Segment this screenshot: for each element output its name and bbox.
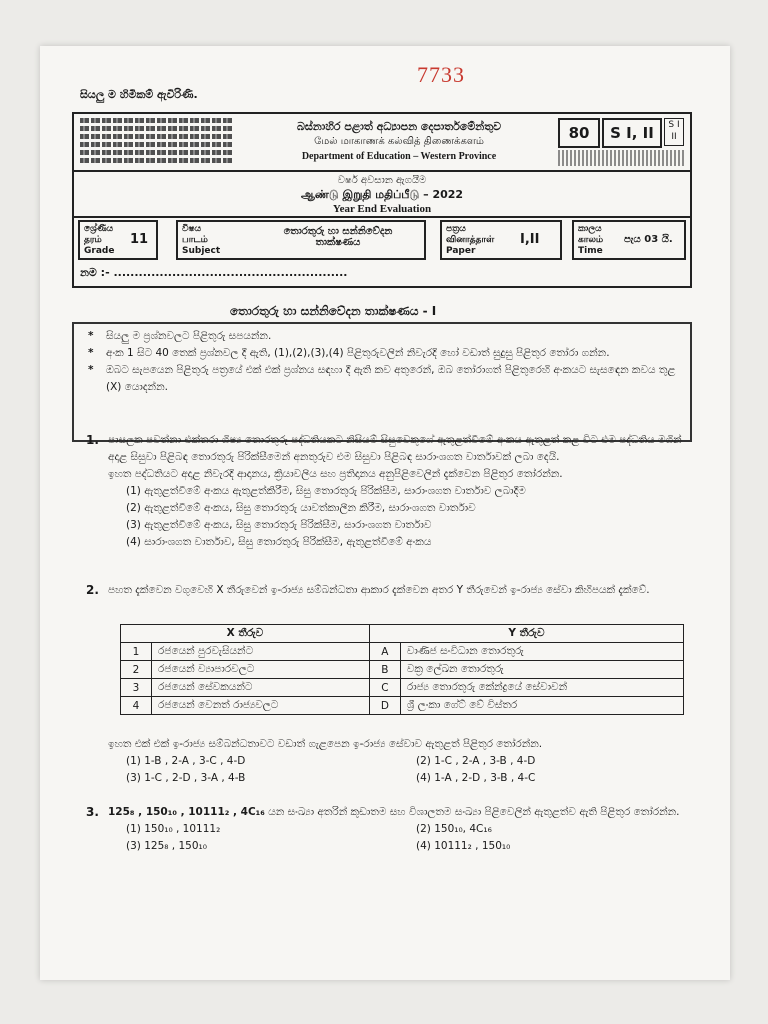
exam-tamil-year: ஆண்டு இறுதி மதிப்பீடு – 2022	[300, 188, 464, 201]
option[interactable]: (4) සාරාංශගත වාර්තාව, සිසු තොරතුරු පිරික්සීම, ඇතුළත්වීමේ අංකය	[126, 536, 432, 548]
grade-value: 11	[130, 232, 149, 247]
instruction-item: * අංක 1 සිට 40 තෙක් ප්‍රශ්නවල දී ඇති, (1),(2),(3),(4) පිළිතුරුවලින් නිවැරදි හෝ වඩාත් සුදුසු පිළිතුර තෝරා ගන්න.	[88, 347, 610, 359]
watermark-strip	[558, 150, 686, 166]
header-top	[74, 114, 690, 172]
option[interactable]: (4) 10111₂ , 150₁₀	[416, 840, 511, 852]
code-main: 80	[558, 118, 600, 148]
option[interactable]: (1) 150₁₀ , 10111₂	[126, 823, 221, 835]
question-2	[86, 582, 688, 599]
exam-english: Year End Evaluation	[332, 203, 432, 215]
paper-label: පත්‍රය வினாத்தாள் Paper	[446, 224, 495, 256]
department-block	[249, 120, 549, 162]
question-number: 2.	[86, 583, 99, 597]
option[interactable]: (2) ඇතුළත්වීමේ අංකය, සිසු තොරතුරු යාවත්කාලීන කිරීම, සාරාංශගත වාර්තාව	[126, 502, 476, 514]
name-field[interactable]: නම :- ........................................................	[80, 266, 348, 279]
question-number: 3.	[86, 805, 99, 819]
instruction-item: * සියලු ම ප්‍රශ්නවලට පිළිතුරු සපයන්න.	[88, 330, 272, 342]
table-row: 4 රජයෙන් වෙනත් රාජ්‍යවලට D ශ්‍රී ලංකා ගේට් වේ විස්තර	[121, 697, 684, 715]
grade-label: ශ්‍රේණිය தரம் Grade	[84, 224, 115, 256]
time-box	[572, 220, 686, 260]
code-side: S I II	[664, 118, 684, 146]
department-watermark-lines	[80, 118, 234, 166]
option[interactable]: (2) 150₁₀, 4C₁₆	[416, 823, 492, 835]
department-english: Department of Education – Western Province	[301, 151, 497, 162]
option[interactable]: (3) 125₈ , 150₁₀	[126, 840, 207, 852]
option[interactable]: (1) ඇතුළත්වීමේ අංකය ඇතුළත්කිරීම, සිසු තොරතුරු පිරික්සීම, සාරාංශගත වාර්තාව ලබාදීම	[126, 485, 526, 497]
instruction-item: * ඔබට සැපයෙන පිළිතුරු පත්‍රයේ එක් එක් ප්‍රශ්නය සඳහා දී ඇති කව අතුරෙන්, ඔබ තෝරාගත් පිළිතුරෙහි අංකයට සැසඳෙන කවය තුළ (X) යොදන්න.	[88, 364, 676, 393]
question-3	[86, 804, 688, 855]
paper-value: I,II	[520, 232, 540, 247]
rights-note: සියලු ම හිමිකම් ඇවිරිණි.	[80, 88, 198, 101]
table-row: 1 රජයෙන් පුරවැසියන්ට A වාණිජ සංවිධාන තොරතුරු	[121, 643, 684, 661]
time-label: කාලය காலம் Time	[578, 224, 604, 256]
exam-page	[40, 46, 730, 980]
question-text: පහත දැක්වෙන වගුවෙහි X තීරුවෙන් ඉ-රාජ්‍ය සම්බන්ධතා ආකාර දැක්වෙන අතර Y තීරුවෙන් ඉ-රාජ්‍ය සේවා කිහිපයක් දැක්වේ.	[108, 584, 650, 596]
stamp-number: 7733	[417, 62, 465, 87]
paper-code	[558, 118, 686, 146]
option[interactable]: (2) 1-C , 2-A , 3-B , 4-D	[416, 755, 536, 767]
subject-label: විෂය பாடம் Subject	[182, 224, 221, 256]
subject-value: තොරතුරු හා සන්නිවේදන තාක්ෂණය	[283, 226, 393, 248]
option[interactable]: (3) 1-C , 2-D , 3-A , 4-B	[126, 772, 246, 784]
exam-title-block	[74, 172, 690, 218]
exam-header	[72, 112, 692, 288]
grade-subject-row	[74, 218, 690, 262]
question-prompt: ඉහත එක් එක් ඉ-රාජ්‍ය සම්බන්ධතාවට වඩාත් ගැළපෙන ඉ-රාජ්‍ය සේවාව ඇතුළත් පිළිතුර තෝරන්න.	[108, 738, 543, 750]
table-row: 3 රජයෙන් සේවකයන්ට C රාජ්‍ය තොරතුරු කේන්ද්‍රයේ සේවාවන්	[121, 679, 684, 697]
exam-sinhala: වර්ෂ අවසාන ඇගයීම	[337, 175, 427, 186]
column-x-header: X තීරුව	[121, 625, 370, 643]
question-prompt: ඉහත පද්ධතියට අදාළ නිවැරදි ආදානය, ක්‍රියාවලිය සහ ප්‍රතිදානය අනුපිළිවෙලින් දැක්වෙන පිළිතුර තෝරන්න.	[108, 468, 563, 480]
question-number: 1.	[86, 433, 99, 447]
option[interactable]: (3) ඇතුළත්වීමේ අංකය, සිසු තොරතුරු පිරික්සීම, සාරාංශගත වාර්තාව	[126, 519, 432, 531]
table-row: 2 රජයෙන් ව්‍යාපාරවලට B වක්‍ර ලේඛන තොරතුරු	[121, 661, 684, 679]
question-text-rest: යන සංඛ්‍යා අතරින් කුඩාතම සහ විශාලතම සංඛ්‍යා පිළිවෙලින් ඇතුළත්ව ඇති පිළිතුර තෝරන්න.	[264, 806, 680, 818]
department-sinhala: බස්නාහිර පළාත් අධ්‍යාපන දෙපාර්තමේන්තුව	[296, 120, 502, 133]
question-text: පාසලක පවත්නා එක්තරා ශිෂ්‍ය තොරතුරු පද්ධතියකට නිසියම් සිසුවෙකුගේ ඇතුළත්වීමේ අංකය ඇතුළත් කළ විට එම පද්ධතිය මගින් අදාළ සිසුවා පිළිබඳ තොරතුරු පිරික්සීමෙන් අනතුරුව එම සිසුවා පිළිබඳ සාරාංශගත වාර්තාවක් ලබා දෙයි.	[108, 434, 682, 463]
number-list: 125₈ , 150₁₀ , 10111₂ , 4C₁₆	[108, 806, 265, 818]
question-text	[108, 804, 688, 821]
instructions-box	[72, 322, 692, 442]
subject-box	[176, 220, 426, 260]
paper-box	[440, 220, 562, 260]
matching-table	[120, 624, 684, 715]
option[interactable]: (4) 1-A , 2-D , 3-B , 4-C	[416, 772, 536, 784]
time-value: පැය 03 යි.	[624, 234, 673, 245]
column-y-header: Y තීරුව	[369, 625, 683, 643]
department-tamil: மேல் மாகாணக் கல்வித் திணைக்களம்	[314, 136, 484, 147]
code-paper: S I, II	[602, 118, 662, 148]
question-1	[86, 432, 688, 551]
question-2-options	[108, 736, 688, 787]
grade-box	[78, 220, 158, 260]
section-title: තොරතුරු හා සන්නිවේදන තාක්ෂණය - I	[230, 304, 437, 318]
option[interactable]: (1) 1-B , 2-A , 3-C , 4-D	[126, 755, 246, 767]
